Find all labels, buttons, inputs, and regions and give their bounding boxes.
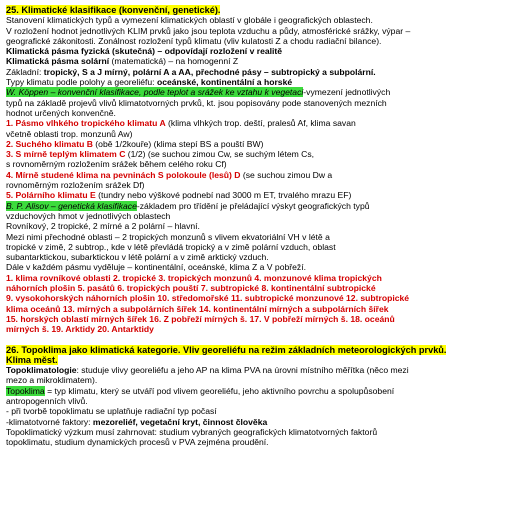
topoklimatologie-line: Topoklimatologie: studuje vlivy georeliéfu a jeho AP na klima PVA na úrovni místního měřítka (něco mezi [6, 365, 409, 376]
alisov-zone-line: mírných š. 19. Arktidy 20. Antarktidy [6, 324, 154, 335]
koppen-type-line: 1. Pásmo vlhkého tropického klimatu A (klima vlhkých trop. deští, pralesů Af, klima savan [6, 118, 356, 129]
paragraph-line: mezo a mikroklimatem). [6, 375, 98, 386]
koppen-type-line: rovnoměrným rozložením srážek Df) [6, 180, 145, 191]
zakladni-line: Základní: tropický, S a J mírný, polární A a AA, přechodné pásy – subtropický a subpolární. [6, 66, 376, 77]
section-spacer [6, 335, 506, 345]
bullet-line: -klimatotvorné faktory: mezoreliéf, vegetační kryt, činnost člověka [6, 416, 268, 427]
paragraph-line: geografické zákonitosti. Zonálnost rozložení typů klimatu (vliv kulatosti Z a chodu radiační bilance). [6, 35, 382, 46]
koppen-type-line: s rovnoměrným rozložením srážek během celého roku Cf) [6, 159, 227, 170]
bullet-line: - při tvorbě topoklimatu se uplatňuje radiační typ počasí [6, 406, 217, 417]
paragraph-line: Stanovení klimatických typů a vymezení klimatických oblastí v globále i geografických oblastech. [6, 15, 373, 26]
koppen-type-line: 3. S mírně teplým klimatem C (1/2) (se suchou zimou Cw, se suchým létem Cs, [6, 149, 315, 160]
typy-line: Typy klimatu podle polohy a georeliéfu: oceánské, kontinentální a horské [6, 77, 293, 88]
paragraph-line: hodnot určených konvenčně. [6, 107, 116, 118]
paragraph-line: subantarktickou, subarktickou v létě polární a v zimě arktický vzduch. [6, 252, 269, 263]
paragraph-line: Dále v každém pásmu vyděluje – kontinentální, oceánské, klima Z a V pobřeží. [6, 262, 306, 273]
alisov-zone-line: 15. horských oblastí mírných šířek 16. Z pobřeží mírných š. 17. V pobřeží mírných š. 18. oceánů [6, 313, 395, 324]
section26-heading: 26. Topoklima jako klimatická kategorie. Vliv georeliéfu na režim základních meteorologických prvků. [6, 344, 447, 355]
paragraph-line: antropogenních vlivů. [6, 395, 88, 406]
solarni-line: Klimatická pásma solární (matematická) – na homogenní Z [6, 56, 239, 67]
alisov-zone-line: náhorních plošin 5. pasátů 6. tropických pouští 7. subtropické 8. kontinentální subtropické [6, 283, 376, 294]
koppen-line: W. Köppen – konvenční klasifikace, podle teplot a srážek ke vztahu k vegetaci-vymezení jednotlivých [6, 87, 391, 98]
koppen-type-line: včetně oblasti trop. monzunů Aw) [6, 128, 133, 139]
fyzicka-line: Klimatická pásma fyzická (skutečná) – odpovídají rozložení v realitě [6, 46, 283, 57]
koppen-type-line: 2. Suchého klimatu B (obě 1/2kouře) (klima stepí BS a pouští BW) [6, 138, 264, 149]
paragraph-line: typů na základě projevů vlivů klimatotvorných prvků, kt. jsou popisovány pode stanovených mezních [6, 97, 387, 108]
alisov-line: B. P. Alisov – genetická klasifikace-základem pro třídění je přeládající výskyt geografických typů [6, 200, 370, 211]
paragraph-line: topoklimatu, studium dynamických procesů v PVA zejména proudění. [6, 437, 269, 448]
alisov-zone-line: klima oceánů 13. mírných a subpolárních šířek 14. kontinentální mírných a subpolárních šířek [6, 303, 389, 314]
paragraph-line: Topoklimatický výzkum musí zahrnovat: studium vybraných geografických klimatotvorných faktorů [6, 426, 378, 437]
koppen-type-line: 5. Polárního klimatu E (tundry nebo výškové podnebí nad 3000 m ET, trvalého mrazu EF) [6, 190, 352, 201]
paragraph-line: Mezi nimi přechodné oblasti – 2 tropických monzunů s vlivem ekvatoriální VH v létě a [6, 231, 330, 242]
koppen-type-line: 4. Mírně studené klima na pevninách S polokoule (lesů) D (se suchou zimou Dw a [6, 169, 333, 180]
section26-heading-line2: Klima měst. [6, 354, 58, 365]
section25-heading: 25. Klimatické klasifikace (konvenční, genetické). [6, 5, 221, 15]
alisov-zone-line: 1. klima rovníkové oblasti 2. tropické 3. tropických monzunů 4. monzunové klima tropických [6, 272, 382, 283]
paragraph-line: vzduchových hmot v jednotlivých oblastech [6, 210, 171, 221]
topoklima-line: Topoklima = typ klimatu, který se utváří pod vlivem georeliéfu, jeho aktivního povrchu a spolupůsobení [6, 385, 395, 396]
paragraph-line: Rovníkový, 2 tropické, 2 mírné a 2 polární – hlavní. [6, 221, 200, 232]
paragraph-line: V rozložení hodnot jednotlivých KLIM prvků jako jsou teplota vzduchu a půdy, atmosférické srážky, výpar – [6, 25, 411, 36]
paragraph-line: tropické v zimě, 2 subtrop., kde v létě převládá tropický a v zimě polární vzduch, oblast [6, 241, 336, 252]
alisov-zone-line: 9. vysokohorských náhorních plošin 10. středomořské 11. subtropické monzunové 12. subtropické [6, 293, 410, 304]
